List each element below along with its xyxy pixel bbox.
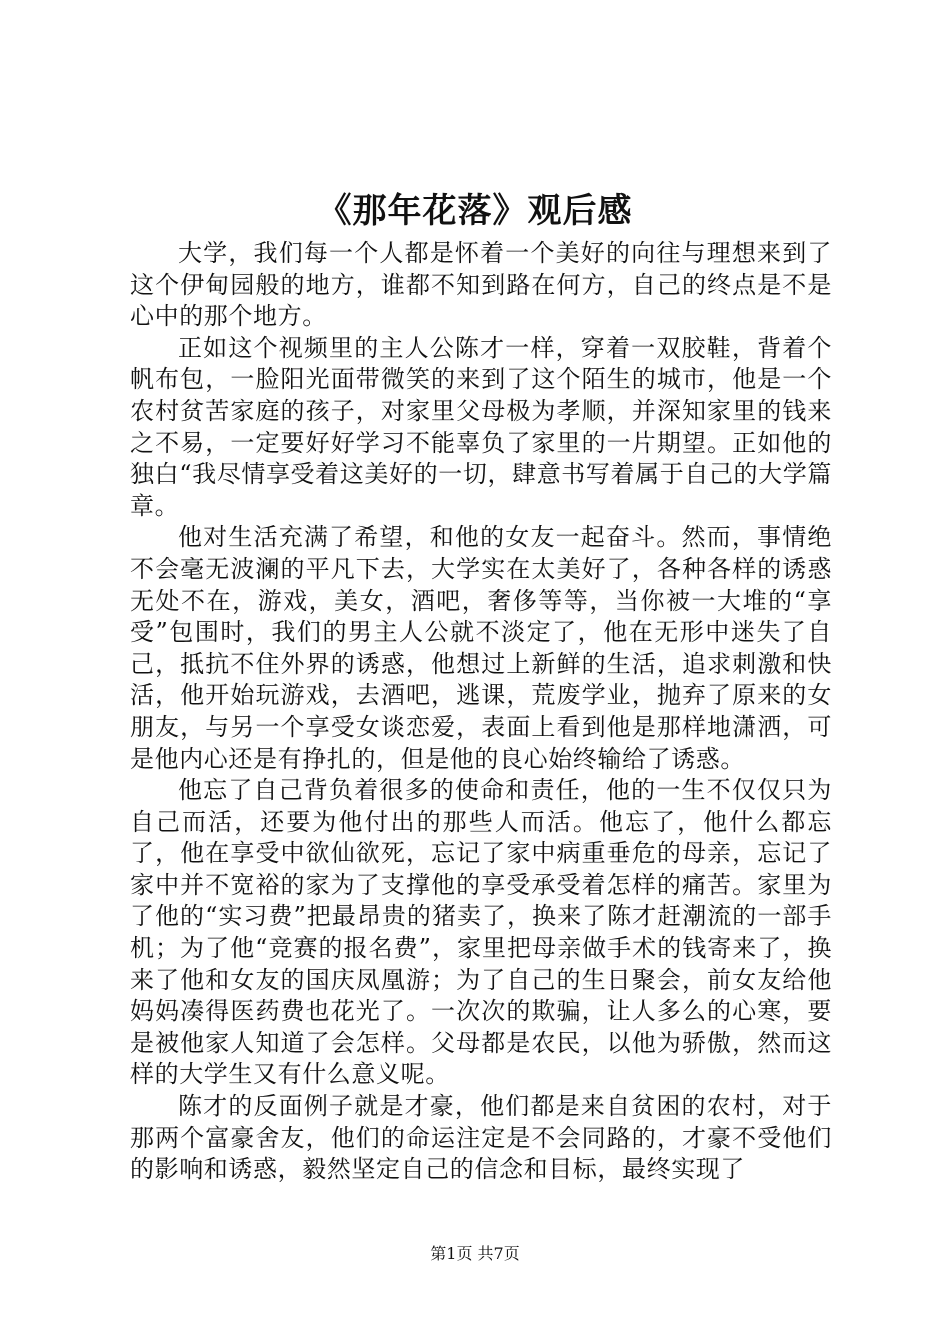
paragraph-1: 大学，我们每一个人都是怀着一个美好的向往与理想来到了这个伊甸园般的地方，谁都不知到路在何方，自己的终点是不是心中的那个地方。 <box>130 239 832 331</box>
paragraph-5: 陈才的反面例子就是才豪，他们都是来自贫困的农村，对于那两个富豪舍友，他们的命运注定是不会同路的，才豪不受他们的影响和诱惑，毅然坚定自己的信念和目标，最终实现了 <box>130 1092 832 1184</box>
document-title: 《那年花落》观后感 <box>317 191 633 231</box>
paragraph-4: 他忘了自己背负着很多的使命和责任，他的一生不仅仅只为自己而活，还要为他付出的那些人而活。他忘了，他什么都忘了，他在享受中欲仙欲死，忘记了家中病重垂危的母亲，忘记了家中并不宽裕的家为了支撑他的享受承受着怎样的痛苦。家里为了他的“实习费”把最昂贵的猪卖了，换来了陈才赶潮流的一部手机；为了他“竞赛的报名费”，家里把母亲做手术的钱寄来了，换来了他和女友的国庆凤凰游；为了自己的生日聚会，前女友给他妈妈凑得医药费也花光了。一次次的欺骗，让人多么的心寒，要是被他家人知道了会怎样。父母都是农民，以他为骄傲，然而这样的大学生又有什么意义呢。 <box>130 776 832 1089</box>
document-body <box>130 238 832 1186</box>
page-footer: 第1页 共7页 <box>430 1244 520 1263</box>
paragraph-3: 他对生活充满了希望，和他的女友一起奋斗。然而，事情绝不会毫无波澜的平凡下去，大学实在太美好了，各种各样的诱惑无处不在，游戏，美女，酒吧，奢侈等等，当你被一大堆的“享受”包围时，我们的男主人公就不淡定了，他在无形中迷失了自己，抵抗不住外界的诱惑，他想过上新鲜的生活，追求刺激和快活，他开始玩游戏，去酒吧，逃课，荒废学业，抛弃了原来的女朋友，与另一个享受女谈恋爱，表面上看到他是那样地潇洒，可是他内心还是有挣扎的，但是他的良心始终输给了诱惑。 <box>130 523 832 773</box>
paragraph-2: 正如这个视频里的主人公陈才一样，穿着一双胶鞋，背着个帆布包，一脸阳光面带微笑的来到了这个陌生的城市，他是一个农村贫苦家庭的孩子，对家里父母极为孝顺，并深知家里的钱来之不易，一定要好好学习不能辜负了家里的一片期望。正如他的独白“我尽情享受着这美好的一切，肆意书写着属于自己的大学篇章。 <box>130 333 832 520</box>
